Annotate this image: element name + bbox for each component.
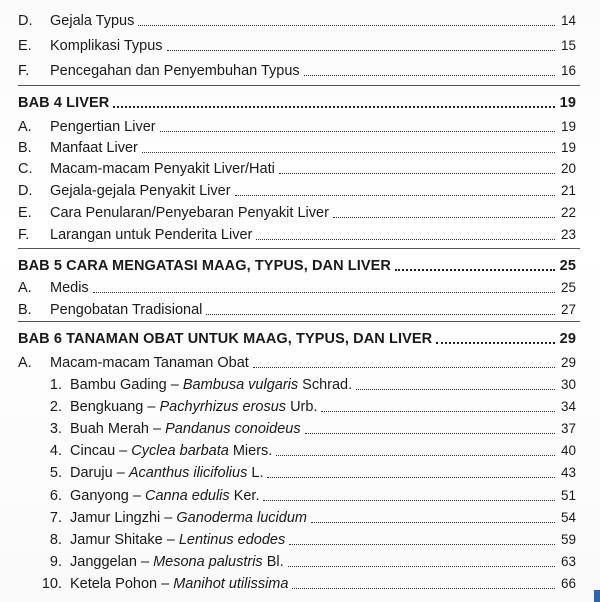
toc-entry[interactable]: [18, 60, 576, 80]
plant-name: Buah Merah: [70, 421, 149, 437]
plant-name-block: [70, 509, 307, 527]
leader-dots: [292, 587, 555, 589]
dash: –: [116, 465, 125, 481]
entry-page: 21: [560, 183, 576, 198]
leader-dots: [93, 291, 555, 293]
leader-dots: [267, 476, 555, 478]
entry-page: 25: [560, 280, 576, 295]
toc-entry[interactable]: [18, 35, 576, 55]
leader-dots: [305, 432, 555, 434]
plant-author: L.: [251, 465, 264, 481]
plant-page: 34: [560, 399, 576, 414]
leader-dots: [160, 130, 555, 132]
plant-entry[interactable]: [18, 418, 576, 438]
entry-title: Pengertian Liver: [50, 119, 156, 135]
leader-dots: [253, 366, 555, 368]
plant-latin: Cyclea barbata: [131, 443, 229, 459]
plant-entry[interactable]: [18, 462, 576, 482]
plant-page: 30: [560, 377, 576, 392]
plant-author: Ker.: [233, 488, 260, 504]
chapter-heading-bab4[interactable]: [18, 92, 576, 112]
plant-entry[interactable]: [18, 440, 576, 460]
entry-title: Komplikasi Typus: [50, 38, 163, 54]
toc-entry[interactable]: [18, 116, 576, 136]
plant-entry[interactable]: [18, 573, 576, 593]
dash: –: [153, 421, 162, 437]
plant-number: 9.: [49, 554, 62, 570]
entry-title: Pengobatan Tradisional: [50, 302, 203, 318]
plant-entry[interactable]: [18, 551, 576, 571]
leader-dots: [289, 543, 555, 545]
leader-dots: [395, 268, 555, 271]
plant-number: 1.: [49, 377, 62, 393]
dash: –: [161, 576, 170, 592]
entry-title: Medis: [50, 280, 89, 296]
leader-dots: [276, 454, 555, 456]
plant-name: Ketela Pohon: [70, 576, 158, 592]
dash: –: [119, 443, 128, 459]
plant-number: 5.: [49, 465, 62, 481]
plant-name-block: [70, 531, 285, 549]
entry-title: Cara Penularan/Penyebaran Penyakit Liver: [50, 205, 329, 221]
plant-page: 54: [560, 510, 576, 525]
chapter-page: 29: [559, 331, 576, 347]
leader-dots: [235, 194, 555, 196]
toc-entry[interactable]: [18, 10, 576, 30]
plant-entry[interactable]: [18, 507, 576, 527]
entry-page: 14: [560, 13, 576, 28]
plant-number: 3.: [49, 421, 62, 437]
entry-letter: D.: [18, 183, 33, 199]
cover-edge: [594, 590, 600, 602]
dash: –: [132, 488, 141, 504]
dash: –: [147, 399, 156, 415]
entry-letter: F.: [18, 227, 30, 243]
section-divider: [18, 248, 580, 249]
entry-page: 23: [560, 227, 576, 242]
plant-name-block: [70, 398, 317, 416]
leader-dots: [288, 565, 555, 567]
entry-title: Pencegahan dan Penyembuhan Typus: [50, 63, 300, 79]
plant-name: Bambu Gading: [70, 377, 167, 393]
entry-page: 16: [560, 63, 576, 78]
chapter-page: 25: [559, 258, 576, 274]
entry-letter: B.: [18, 140, 32, 156]
entry-title: Gejala Typus: [50, 13, 135, 29]
section-divider: [18, 85, 580, 86]
plant-latin: Lentinus edodes: [178, 532, 286, 548]
leader-dots: [311, 521, 555, 523]
dash: –: [170, 377, 179, 393]
plant-number: 6.: [49, 488, 62, 504]
entry-letter: C.: [18, 161, 33, 177]
plant-latin: Pandanus conoideus: [165, 421, 301, 437]
plant-page: 37: [560, 421, 576, 436]
plant-name: Cincau: [70, 443, 116, 459]
toc-entry[interactable]: [18, 158, 576, 178]
leader-dots: [167, 49, 555, 51]
entry-letter: A.: [18, 280, 32, 296]
chapter-title: BAB 5 CARA MENGATASI MAAG, TYPUS, DAN LIVER: [18, 258, 391, 274]
leader-dots: [279, 172, 555, 174]
plant-page: 66: [560, 576, 576, 591]
plant-page: 43: [560, 465, 576, 480]
entry-page: 29: [560, 355, 576, 370]
plant-name-block: [70, 442, 272, 460]
plant-entry[interactable]: [18, 396, 576, 416]
dash: –: [140, 554, 150, 570]
toc-entry[interactable]: [18, 202, 576, 222]
leader-dots: [356, 388, 555, 390]
entry-letter: B.: [18, 302, 32, 318]
plant-latin: Bambusa vulgaris: [182, 377, 299, 393]
chapter-heading-bab5[interactable]: [18, 255, 576, 275]
entry-title: Larangan untuk Penderita Liver: [50, 227, 253, 243]
dash: –: [166, 532, 175, 548]
leader-dots: [256, 238, 555, 240]
leader-dots: [206, 313, 555, 315]
entry-page: 19: [560, 140, 576, 155]
plant-page: 51: [560, 488, 576, 503]
entry-page: 27: [560, 302, 576, 317]
chapter-title: BAB 4 LIVER: [18, 95, 110, 111]
entry-title: Gejala-gejala Penyakit Liver: [50, 183, 231, 199]
leader-dots: [333, 216, 555, 218]
entry-page: 22: [560, 205, 576, 220]
plant-number: 2.: [49, 399, 62, 415]
entry-letter: F.: [18, 63, 30, 79]
plant-page: 63: [560, 554, 576, 569]
plant-page: 59: [560, 532, 576, 547]
plant-latin: Acanthus ilicifolius: [128, 465, 248, 481]
leader-dots: [436, 341, 555, 344]
entry-letter: E.: [18, 38, 32, 54]
plant-author: Urb.: [290, 399, 318, 415]
plant-number: 10.: [41, 576, 62, 592]
entry-title: Manfaat Liver: [50, 140, 138, 156]
leader-dots: [113, 105, 555, 108]
plant-name: Bengkuang: [70, 399, 144, 415]
chapter-page: 19: [559, 95, 576, 111]
plant-latin: Canna edulis: [145, 488, 230, 504]
plant-name: Janggelan: [70, 554, 137, 570]
plant-name-block: [70, 464, 263, 482]
plant-number: 4.: [49, 443, 62, 459]
plant-number: 7.: [49, 510, 62, 526]
plant-latin: Mesona palustris: [153, 554, 263, 570]
chapter-title: BAB 6 TANAMAN OBAT UNTUK MAAG, TYPUS, DAN LIVER: [18, 331, 433, 347]
leader-dots: [304, 74, 555, 76]
plant-entry[interactable]: [18, 374, 576, 394]
plant-latin: Manihot utilissima: [173, 576, 289, 592]
plant-name: Jamur Shitake: [70, 532, 163, 548]
leader-dots: [138, 24, 555, 26]
entry-page: 19: [560, 119, 576, 134]
leader-dots: [263, 499, 555, 501]
plant-entry[interactable]: [18, 529, 576, 549]
entry-letter: E.: [18, 205, 32, 221]
plant-name: Daruju: [70, 465, 113, 481]
entry-title: Macam-macam Tanaman Obat: [50, 355, 249, 371]
plant-page: 40: [560, 443, 576, 458]
leader-dots: [321, 410, 555, 412]
plant-name: Ganyong: [70, 488, 129, 504]
plant-name-block: [70, 575, 288, 593]
plant-latin: Pachyrhizus erosus: [159, 399, 287, 415]
plant-author: Miers.: [232, 443, 273, 459]
chapter-heading-bab6[interactable]: [18, 328, 576, 348]
entry-page: 20: [560, 161, 576, 176]
plant-name-block: [70, 376, 352, 394]
leader-dots: [142, 151, 555, 153]
toc-entry[interactable]: [18, 224, 576, 244]
toc-entry[interactable]: [18, 180, 576, 200]
plant-name-block: [70, 420, 301, 438]
entry-letter: A.: [18, 119, 32, 135]
entry-title: Macam-macam Penyakit Liver/Hati: [50, 161, 275, 177]
toc-entry[interactable]: [18, 277, 576, 297]
dash: –: [164, 510, 173, 526]
plant-author: Schrad.: [302, 377, 353, 393]
entry-page: 15: [560, 38, 576, 53]
plant-name: Jamur Lingzhi: [70, 510, 161, 526]
toc-entry[interactable]: [18, 137, 576, 157]
toc-entry[interactable]: [18, 352, 576, 372]
section-divider: [18, 321, 580, 322]
plant-latin: Ganoderma lucidum: [176, 510, 307, 526]
plant-number: 8.: [49, 532, 62, 548]
entry-letter: A.: [18, 355, 32, 371]
toc-entry[interactable]: [18, 299, 576, 319]
plant-name-block: [70, 487, 259, 505]
plant-entry[interactable]: [18, 485, 576, 505]
plant-author: Bl.: [266, 554, 284, 570]
entry-letter: D.: [18, 13, 33, 29]
plant-name-block: [70, 553, 284, 571]
